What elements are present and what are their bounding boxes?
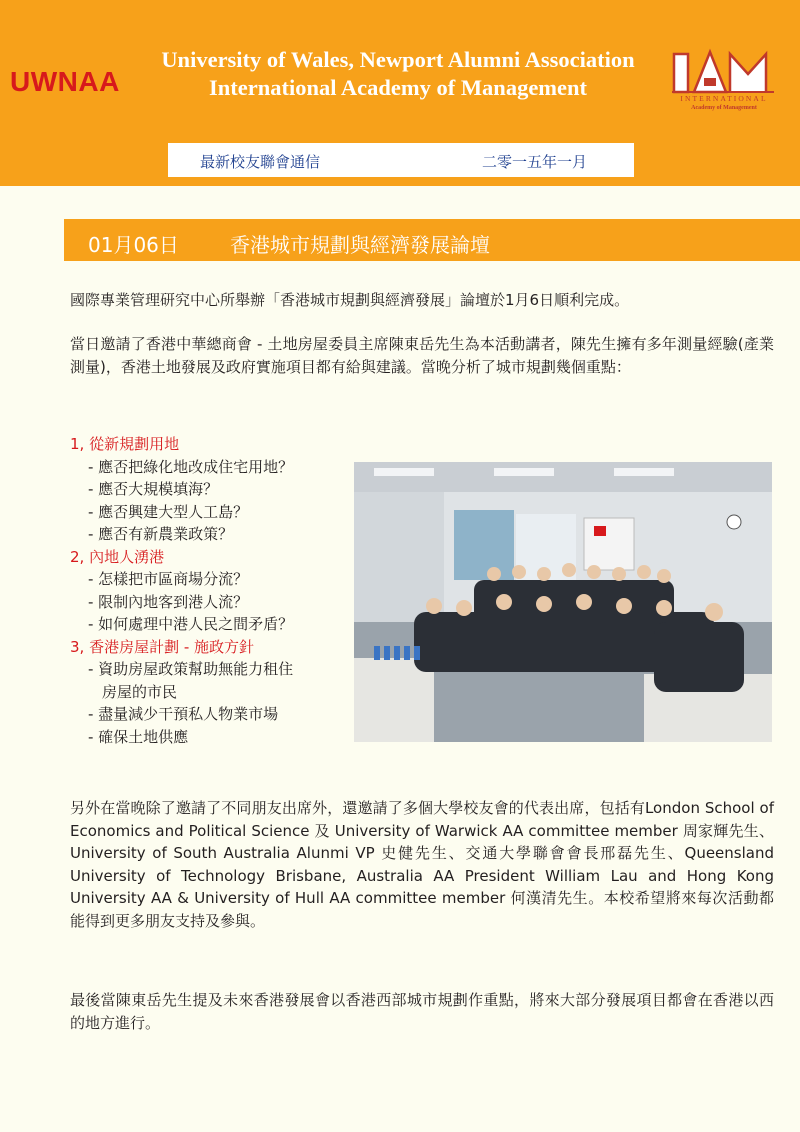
point-heading-3: 3, 香港房屋計劃 - 施政方針 (70, 637, 255, 656)
header-title-line1: University of Wales, Newport Alumni Association (161, 47, 635, 72)
point-item: - 怎樣把市區商場分流？ (88, 570, 249, 588)
iam-logo-subtitle: Academy of Management (691, 105, 757, 111)
point-item: - 應否興建大型人工島？ (88, 502, 249, 521)
header-title-line2: International Academy of Management (208, 75, 588, 100)
closing-paragraph: 最後當陳東岳先生提及未來香港發展會以香港西部城市規劃作重點，將來大部分發展項目都會在香港以西的地方進行。 (70, 991, 774, 1032)
group-photo (354, 462, 772, 742)
iam-logo-mark (670, 48, 776, 94)
point-item-continuation: 房屋的市民 (102, 682, 178, 701)
iam-logo-international: INTERNATIONAL (680, 94, 768, 103)
iam-logo (670, 48, 776, 118)
header-titles (128, 46, 668, 102)
point-item: - 確保土地供應 (88, 727, 189, 746)
point-item: - 限制內地客到港人流？ (88, 592, 249, 611)
newsletter-date: 二零一五年一月 (482, 153, 588, 171)
group-photo-illustration (354, 462, 772, 742)
point-heading-2: 2, 內地人湧港 (70, 547, 165, 566)
discussion-points (70, 433, 360, 748)
article-title: 香港城市規劃與經濟發展論壇 (230, 233, 490, 257)
intro-paragraph: 國際專業管理研究中心所舉辦「香港城市規劃與經濟發展」論壇於1月6日順利完成。 (70, 291, 630, 309)
point-item: - 應否大規模填海？ (88, 480, 219, 498)
article-heading-bar (64, 219, 800, 261)
header-banner (0, 0, 800, 186)
article-date: 01月06日 (88, 233, 179, 257)
newsletter-bar (168, 143, 634, 177)
point-item: - 盡量減少干預私人物業市場 (88, 705, 279, 723)
uwnaa-logo: UWNAA (10, 66, 120, 97)
point-item: - 資助房屋政策幫助無能力租住 (88, 660, 294, 678)
point-item: - 如何處理中港人民之間矛盾？ (88, 615, 294, 633)
point-heading-1: 1, 從新規劃用地 (70, 435, 180, 453)
guests-paragraph: 另外在當晚除了邀請了不同朋友出席外，還邀請了多個大學校友會的代表出席，包括有London School of Economics and Political Science 及 University of Warwick AA committee member 周家輝先生、University of South Australia Alunmi VP 史健先生、交通大學聯會會長邢磊先生、Queensland University of Technology Brisbane, Australia AA President William Lau and Hong Kong University AA & University of Hull AA committee member 何漢清先生。本校希望將來每次活動都能得到更多朋友支持及參與。 (70, 799, 774, 930)
point-item: - 應否有新農業政策？ (88, 525, 234, 543)
speaker-paragraph: 當日邀請了香港中華總商會 - 土地房屋委員主席陳東岳先生為本活動講者，陳先生擁有多年測量經驗(產業測量)，香港土地發展及政府實施項目都有給與建議。當晚分析了城市規劃幾個重點： (70, 335, 774, 376)
newsletter-label: 最新校友聯會通信 (200, 153, 321, 171)
point-item: - 應否把綠化地改成住宅用地？ (88, 457, 294, 476)
